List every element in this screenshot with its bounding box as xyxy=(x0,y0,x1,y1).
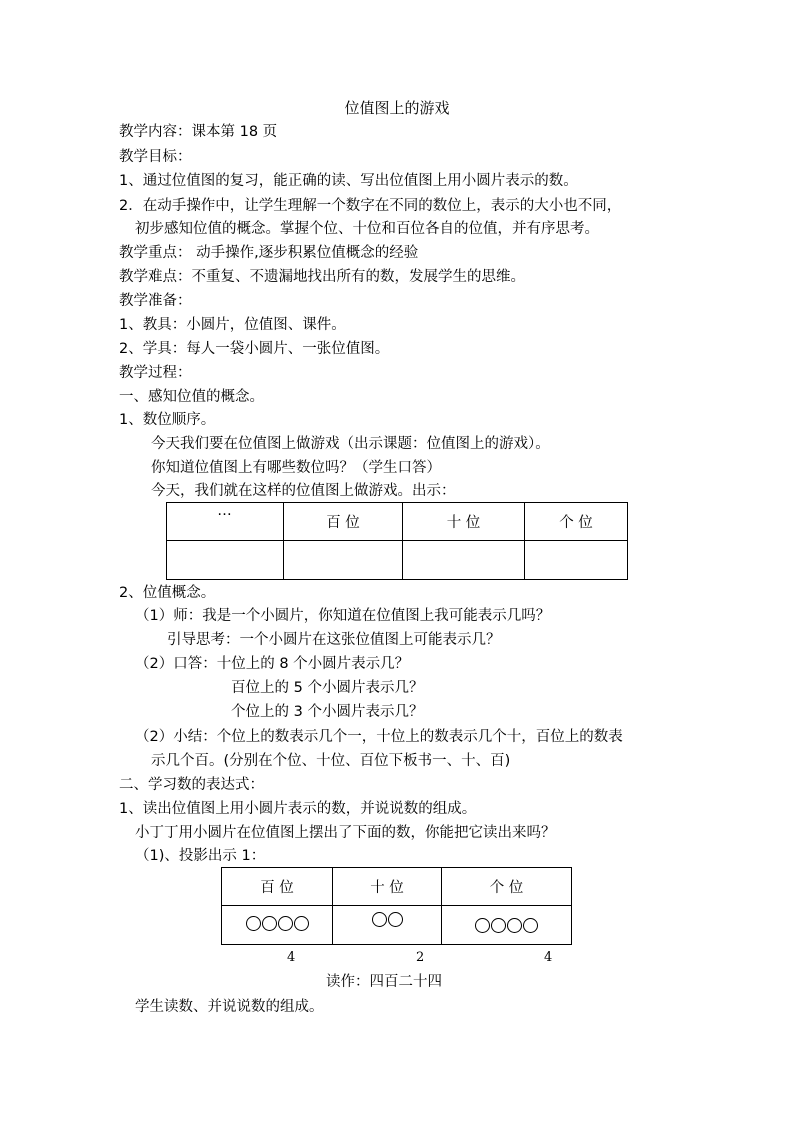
tens-counters xyxy=(372,912,403,927)
digit-hundreds: 4 xyxy=(287,950,296,965)
counter-circle xyxy=(372,912,387,927)
header-hundreds: 百 位 xyxy=(284,503,403,541)
section-1-1-heading: 1、数位顺序。 xyxy=(119,412,216,428)
counter-circle xyxy=(475,918,490,933)
counter-circle xyxy=(388,912,403,927)
goal-2-line-2: 初步感知位值的概念。掌握个位、十位和百位各自的位值，并有序思考。 xyxy=(135,221,599,237)
counter-circle xyxy=(523,918,538,933)
header-tens: 十 位 xyxy=(333,868,442,906)
place-value-table-example xyxy=(221,867,572,945)
teaching-content: 教学内容：课本第 18 页 xyxy=(119,124,278,140)
prep-2: 2、学具：每人一袋小圆片、一张位值图。 xyxy=(119,341,390,357)
counter-circle xyxy=(294,916,309,931)
goals-heading: 教学目标： xyxy=(119,149,192,165)
key-point: 教学重点： 动手操作,逐步积累位值概念的经验 xyxy=(119,245,419,261)
paragraph-6: 学生读数、并说说数的组成。 xyxy=(135,999,324,1015)
question-2-b: 百位上的 5 个小圆片表示几？ xyxy=(231,680,424,696)
question-2: （2）口答：十位上的 8 个小圆片表示几？ xyxy=(135,656,410,672)
counter-circle xyxy=(246,916,261,931)
goal-1: 1、通过位值图的复习，能正确的读、写出位值图上用小圆片表示的数。 xyxy=(119,173,578,189)
paragraph-2: 你知道位值图上有哪些数位吗？（学生口答） xyxy=(151,460,441,476)
place-value-table-empty xyxy=(166,502,628,580)
section-1-heading: 一、感知位值的概念。 xyxy=(119,389,264,405)
process-heading: 教学过程： xyxy=(119,365,192,381)
goal-2-line-1: 2．在动手操作中，让学生理解一个数字在不同的数位上，表示的大小也不同， xyxy=(119,198,622,214)
hundreds-counters xyxy=(246,916,309,931)
question-1-guide: 引导思考：一个小圆片在这张位值图上可能表示几？ xyxy=(167,632,501,648)
page-title: 位值图上的游戏 xyxy=(344,99,450,117)
counter-circle xyxy=(491,918,506,933)
prep-heading: 教学准备： xyxy=(119,293,192,309)
table-cell xyxy=(403,541,525,580)
header-ones: 个 位 xyxy=(525,503,628,541)
paragraph-4: 小丁丁用小圆片在位值图上摆出了下面的数，你能把它读出来吗？ xyxy=(135,825,556,841)
section-2-heading: 二、学习数的表达式： xyxy=(119,777,264,793)
reading-answer: 读作：四百二十四 xyxy=(326,974,442,990)
counter-circle xyxy=(507,918,522,933)
prep-1: 1、教具：小圆片，位值图、课件。 xyxy=(119,317,346,333)
table-cell-dots: … xyxy=(167,503,284,541)
paragraph-3: 今天，我们就在这样的位值图上做游戏。出示： xyxy=(151,483,456,499)
section-2-1-heading: 1、读出位值图上用小圆片表示的数，并说说数的组成。 xyxy=(119,801,477,817)
summary-line-1: （2）小结：个位上的数表示几个一，十位上的数表示几个十，百位上的数表 xyxy=(135,729,623,745)
table-cell xyxy=(525,541,628,580)
difficulty: 教学难点：不重复、不遗漏地找出所有的数，发展学生的思维。 xyxy=(119,269,525,285)
header-hundreds: 百 位 xyxy=(222,868,333,906)
ones-cell xyxy=(442,906,572,945)
question-2-c: 个位上的 3 个小圆片表示几？ xyxy=(231,704,424,720)
section-1-2-heading: 2、位值概念。 xyxy=(119,585,216,601)
table-cell xyxy=(167,541,284,580)
counter-circle xyxy=(278,916,293,931)
digit-ones: 4 xyxy=(544,950,553,965)
header-tens: 十 位 xyxy=(403,503,525,541)
question-1: （1）师：我是一个小圆片，你知道在位值图上我可能表示几吗？ xyxy=(135,608,551,624)
header-ones: 个 位 xyxy=(442,868,572,906)
ones-counters xyxy=(475,918,538,933)
tens-cell xyxy=(333,906,442,945)
digit-tens: 2 xyxy=(416,950,425,965)
table-cell xyxy=(284,541,403,580)
paragraph-5: （1)、投影出示 1： xyxy=(135,848,266,864)
summary-line-2: 示几个百。(分别在个位、十位、百位下板书一、十、百) xyxy=(151,753,511,769)
paragraph-1: 今天我们要在位值图上做游戏（出示课题：位值图上的游戏）。 xyxy=(151,436,550,452)
counter-circle xyxy=(262,916,277,931)
hundreds-cell xyxy=(222,906,333,945)
